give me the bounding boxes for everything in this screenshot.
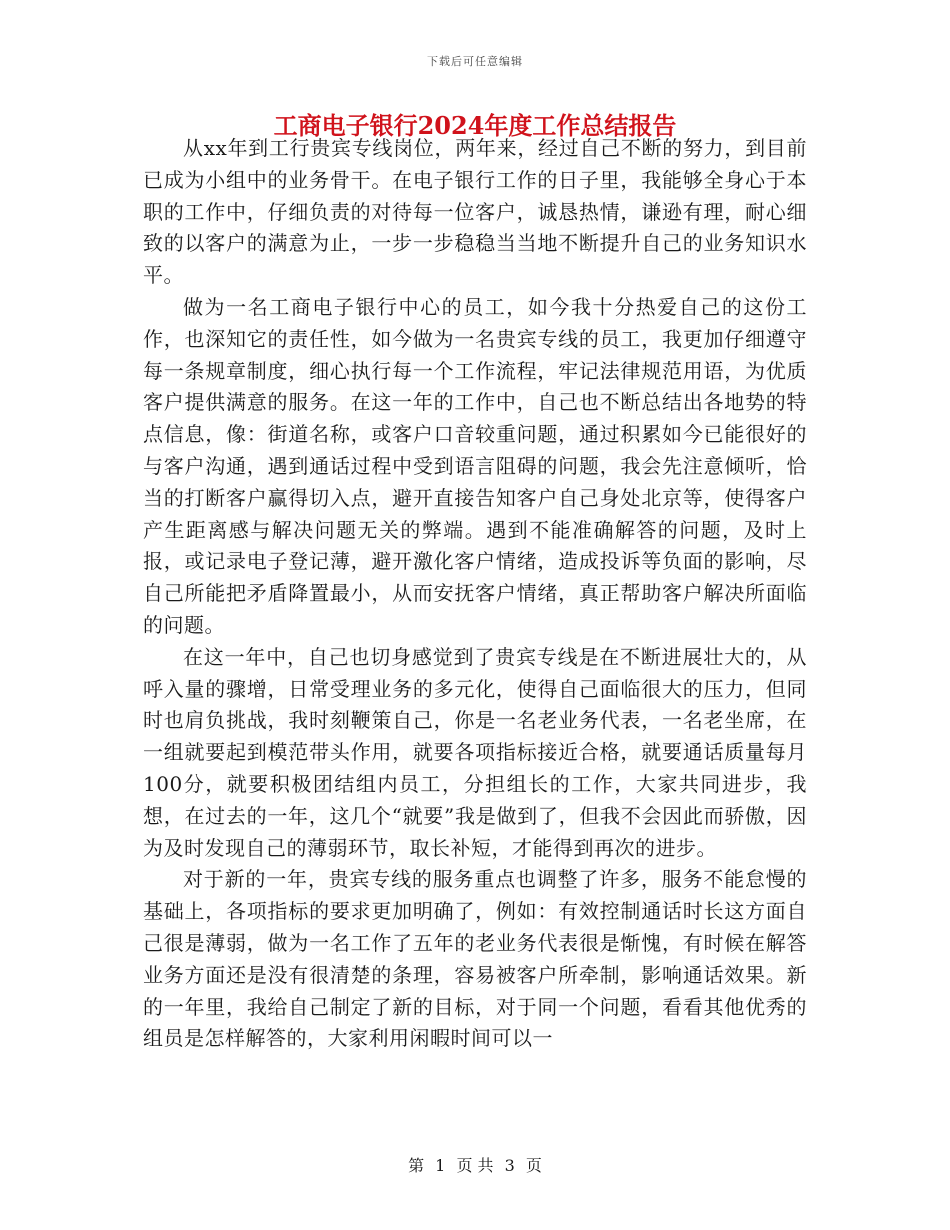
paragraph-3: 在这一年中，自己也切身感觉到了贵宾专线是在不断进展壮大的，从呼入量的骤增，日常受理业务的多元化，使得自己面临很大的压力，但同时也肩负挑战，我时刻鞭策自己，你是一名老业务代表，一名老坐席，在一组就要起到模范带头作用，就要各项指标接近合格，就要通话质量每月100分，就要积极团结组内员工，分担组长的工作，大家共同进步，我想，在过去的一年，这几个“就要”我是做到了，但我不会因此而骄傲，因为及时发现自己的薄弱环节，取长补短，才能得到再次的进步。 (143, 644, 807, 860)
paragraph-2: 做为一名工商电子银行中心的员工，如今我十分热爱自己的这份工作，也深知它的责任性，如今做为一名贵宾专线的员工，我更加仔细遵守每一条规章制度，细心执行每一个工作流程，牢记法律规范用语，为优质客户提供满意的服务。在这一年的工作中，自己也不断总结出各地势的特点信息，像：街道名称，或客户口音较重问题，通过积累如今已能很好的与客户沟通，遇到通话过程中受到语言阻碍的问题，我会先注意倾听，恰当的打断客户赢得切入点，避开直接告知客户自己身处北京等，使得客户产生距离感与解决问题无关的弊端。遇到不能准确解答的问题，及时上报，或记录电子登记薄，避开激化客户情绪，造成投诉等负面的影响，尽自己所能把矛盾降置最小，从而安抚客户情绪，真正帮助客户解决所面临的问题。 (143, 294, 807, 637)
page-label-mid: 页 共 (456, 1156, 494, 1175)
page-current: 1 (435, 1156, 446, 1175)
paragraph-1: 从xx年到工行贵宾专线岗位，两年来，经过自己不断的努力，到目前已成为小组中的业务骨干。在电子银行工作的日子里，我能够全身心于本职的工作中，仔细负责的对待每一位客户，诚恳热情，谦逊有理，耐心细致的以客户的满意为止，一步一步稳稳当当地不断提升自己的业务知识水平。 (143, 136, 807, 288)
document-title: 工商电子银行2024年度工作总结报告 (273, 111, 677, 140)
page-label-prefix: 第 (408, 1156, 425, 1175)
header-note: 下载后可任意编辑 (427, 55, 523, 68)
paragraph-4: 对于新的一年，贵宾专线的服务重点也调整了许多，服务不能怠慢的基础上，各项指标的要求更加明确了，例如：有效控制通话时长这方面自己很是薄弱，做为一名工作了五年的老业务代表很是惭愧，有时候在解答业务方面还是没有很清楚的条理，容易被客户所牵制，影响通话效果。新的一年里，我给自己制定了新的目标，对于同一个问题，看看其他优秀的组员是怎样解答的，大家利用闲暇时间可以一 (143, 867, 807, 1051)
page-number-footer (0, 1153, 950, 1176)
page-total: 3 (504, 1156, 515, 1175)
document-body (143, 133, 807, 1055)
page-label-suffix: 页 (525, 1156, 542, 1175)
